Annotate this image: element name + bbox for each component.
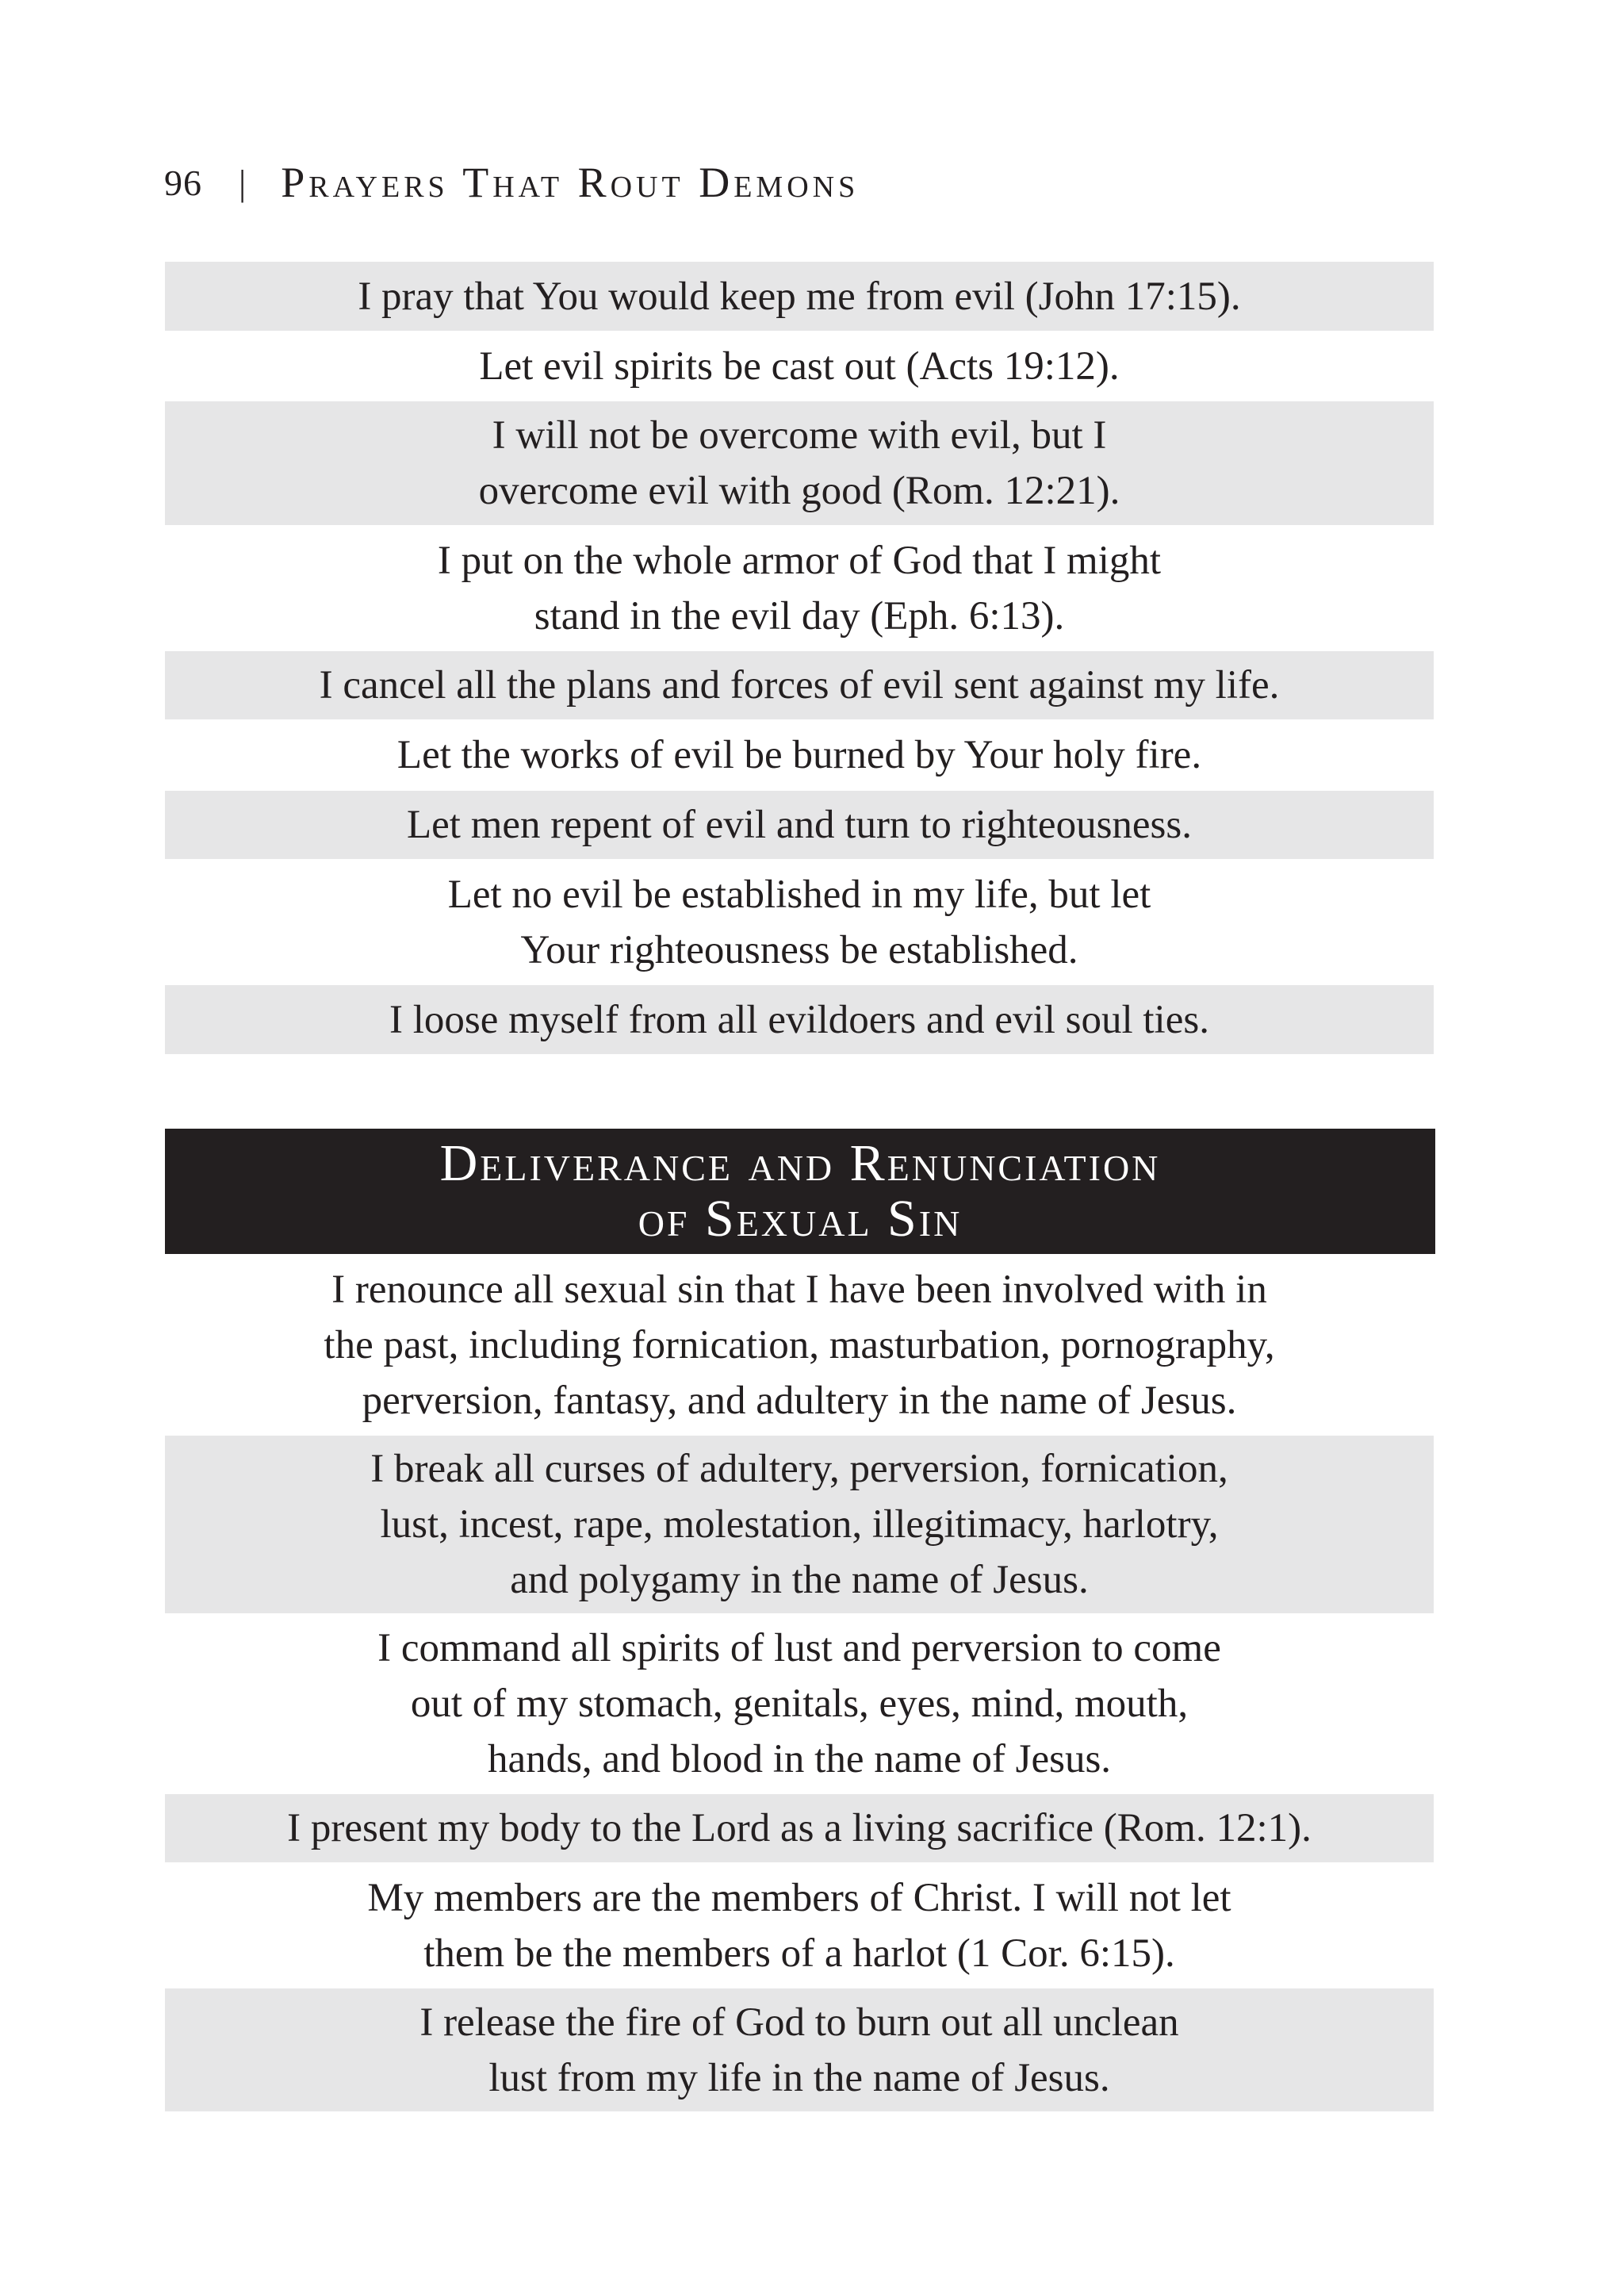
prayer-item: I release the fire of God to burn out all unclean lust from my life in the name of Jesus. <box>165 1988 1434 2111</box>
prayer-item: I command all spirits of lust and perversion to come out of my stomach, genitals, eyes, mind, mouth, hands, and blood in the name of Jesus. <box>165 1615 1434 1793</box>
prayer-item: I break all curses of adultery, perversion, fornication, lust, incest, rape, molestation, illegitimacy, harlotry, and polygamy in the name of Jesus. <box>165 1436 1434 1613</box>
prayer-item: I pray that You would keep me from evil (John 17:15). <box>165 262 1434 331</box>
prayer-item: I will not be overcome with evil, but I overcome evil with good (Rom. 12:21). <box>165 401 1434 525</box>
prayer-item: Let the works of evil be burned by Your holy fire. <box>165 721 1434 789</box>
prayer-item: I loose myself from all evildoers and evil soul ties. <box>165 985 1434 1054</box>
section-heading: Deliverance and Renunciation of Sexual Sin <box>165 1129 1435 1254</box>
book-title: Prayers That Rout Demons <box>281 159 860 206</box>
header-separator: | <box>239 162 247 203</box>
prayer-item: I renounce all sexual sin that I have been involved with in the past, including fornication, masturbation, pornography, perversion, fantasy, and adultery in the name of Jesus. <box>165 1256 1434 1434</box>
prayer-list-evil <box>165 262 1434 1056</box>
prayer-item: I cancel all the plans and forces of evil sent against my life. <box>165 651 1434 719</box>
prayer-item: Let no evil be established in my life, but let Your righteousness be established. <box>165 861 1434 984</box>
running-head <box>164 155 859 210</box>
prayer-item: I present my body to the Lord as a living sacrifice (Rom. 12:1). <box>165 1794 1434 1862</box>
prayer-item: My members are the members of Christ. I will not let them be the members of a harlot (1 Cor. 6:15). <box>165 1864 1434 1987</box>
prayer-item: Let men repent of evil and turn to righteousness. <box>165 791 1434 859</box>
prayer-item: I put on the whole armor of God that I might stand in the evil day (Eph. 6:13). <box>165 527 1434 650</box>
prayer-item: Let evil spirits be cast out (Acts 19:12). <box>165 332 1434 400</box>
page-number: 96 <box>164 162 202 203</box>
prayer-list-sexual-sin <box>165 1256 1434 2113</box>
